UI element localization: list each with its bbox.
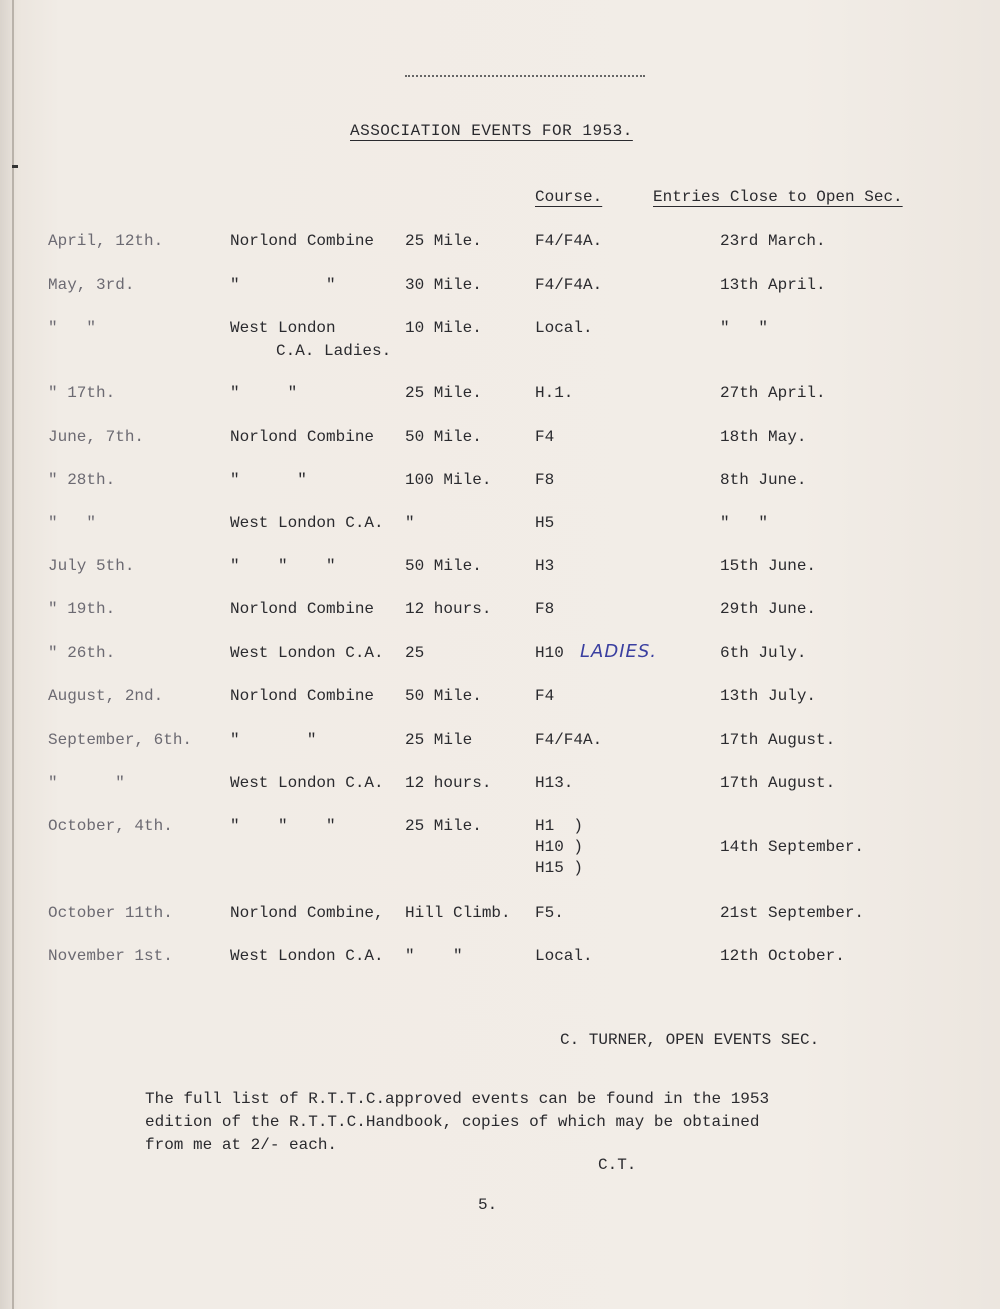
event-date: June, 7th. [48,428,145,446]
event-course-line2: H10 ) [535,838,584,856]
event-date: " 26th. [48,644,116,662]
event-distance: 25 Mile [405,731,473,749]
event-distance: 25 [405,644,425,662]
entries-close-date: 17th August. [720,731,836,749]
event-distance: 30 Mile. [405,276,482,294]
event-course: Local. [535,319,593,337]
binding-edge [12,0,14,1309]
signature: C. TURNER, OPEN EVENTS SEC. [560,1031,820,1049]
event-organiser: West London C.A. [230,947,384,965]
event-organiser: " " [230,731,317,749]
event-date: " " [48,514,97,532]
event-distance: 50 Mile. [405,428,482,446]
event-date: September, 6th. [48,731,193,749]
entries-close-date: 23rd March. [720,232,826,250]
event-organiser: " " [230,276,336,294]
event-distance: 50 Mile. [405,687,482,705]
entries-close-date: " " [720,319,769,337]
event-date: August, 2nd. [48,687,164,705]
event-organiser: " " [230,471,307,489]
decorative-dots [405,75,645,80]
entries-close-date: 14th September. [720,838,865,856]
event-distance: 25 Mile. [405,232,482,250]
event-course: F8 [535,471,555,489]
event-course: F4/F4A. [535,731,603,749]
event-distance: 10 Mile. [405,319,482,337]
event-course: F5. [535,904,564,922]
entries-close-date: 8th June. [720,471,807,489]
header-entries-close: Entries Close to Open Sec. [653,188,903,206]
entries-close-date: 13th July. [720,687,817,705]
event-course: F8 [535,600,555,618]
entries-close-date: 13th April. [720,276,826,294]
event-organiser: West London C.A. [230,774,384,792]
event-date: October, 4th. [48,817,173,835]
event-distance: 25 Mile. [405,384,482,402]
event-organiser: Norlond Combine [230,428,375,446]
event-organiser: Norlond Combine [230,600,375,618]
page-number: 5. [478,1196,498,1214]
event-date: " 28th. [48,471,116,489]
event-date: October 11th. [48,904,173,922]
event-organiser: Norlond Combine [230,232,375,250]
event-course: H1 ) [535,817,584,835]
entries-close-date: 27th April. [720,384,826,402]
event-course: H.1. [535,384,574,402]
event-organiser: West London C.A. [230,644,384,662]
event-course: F4 [535,428,555,446]
event-date: " 17th. [48,384,116,402]
event-organiser: " " [230,384,298,402]
entries-close-date: 6th July. [720,644,807,662]
event-date: April, 12th. [48,232,164,250]
entries-close-date: 17th August. [720,774,836,792]
event-organiser: Norlond Combine, [230,904,384,922]
note-line: edition of the R.T.T.C.Handbook, copies of which may be obtained [145,1113,760,1131]
entries-close-date: 12th October. [720,947,845,965]
document-title: ASSOCIATION EVENTS FOR 1953. [350,122,633,140]
entries-close-date: 18th May. [720,428,807,446]
event-course: Local. [535,947,593,965]
entries-close-date: 21st September. [720,904,865,922]
event-course: H5 [535,514,555,532]
event-organiser-line2: C.A. Ladies. [276,342,392,360]
event-date: " 19th. [48,600,116,618]
event-date: " " [48,774,125,792]
event-organiser: " " " [230,817,336,835]
event-organiser: West London C.A. [230,514,384,532]
event-course: H13. [535,774,574,792]
event-course: F4/F4A. [535,276,603,294]
note-paragraph [145,1088,769,1157]
event-distance: 25 Mile. [405,817,482,835]
entries-close-date: " " [720,514,769,532]
handwritten-annotation: LADIES. [580,641,658,662]
event-date: July 5th. [48,557,135,575]
event-date: November 1st. [48,947,173,965]
event-course: H3 [535,557,555,575]
entries-close-date: 29th June. [720,600,817,618]
entries-close-date: 15th June. [720,557,817,575]
event-distance: 12 hours. [405,600,492,618]
initials: C.T. [598,1156,637,1174]
event-course-line3: H15 ) [535,859,584,877]
event-distance: Hill Climb. [405,904,511,922]
event-date: May, 3rd. [48,276,135,294]
event-course: F4 [535,687,555,705]
event-organiser: Norlond Combine [230,687,375,705]
header-course: Course. [535,188,603,206]
note-line: from me at 2/- each. [145,1136,338,1154]
event-distance: 12 hours. [405,774,492,792]
event-course: F4/F4A. [535,232,603,250]
event-distance: " [405,514,415,532]
event-distance: 50 Mile. [405,557,482,575]
event-date: " " [48,319,97,337]
event-distance: " " [405,947,463,965]
event-distance: 100 Mile. [405,471,492,489]
event-organiser: " " " [230,557,336,575]
event-course: H10 [535,644,564,662]
note-line: The full list of R.T.T.C.approved events can be found in the 1953 [145,1090,770,1108]
event-organiser: West London [230,319,336,337]
